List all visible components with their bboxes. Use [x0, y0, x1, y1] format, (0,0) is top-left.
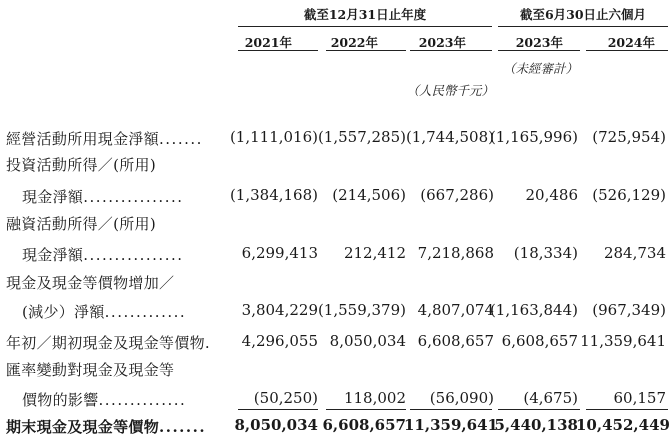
value-2021: (1,111,016)	[229, 128, 318, 146]
value-2023-annual: 7,218,868	[417, 244, 494, 262]
subtotal-rule-2022	[326, 409, 406, 410]
subtotal-rule-2023-annual	[410, 409, 492, 410]
value-2023-interim: 5,440,138	[494, 416, 578, 434]
value-2022: 118,002	[343, 389, 406, 407]
value-2024-interim: (725,954)	[592, 128, 666, 146]
value-2023-interim: (18,334)	[513, 244, 578, 262]
value-2021: (1,384,168)	[229, 186, 318, 204]
table-row	[0, 209, 672, 235]
row-label: 現金淨額................	[22, 188, 184, 206]
value-2023-annual: 6,608,657	[417, 332, 494, 350]
header-year-2023-annual-rule	[410, 50, 492, 51]
value-2023-interim: (4,675)	[523, 389, 578, 407]
subtotal-rule-2024-interim	[586, 409, 668, 410]
value-2023-interim: (1,163,844)	[489, 301, 578, 319]
value-2023-interim: 6,608,657	[501, 332, 578, 350]
header-group-year-end-rule	[238, 26, 492, 27]
header-year-2024-interim: 2024年	[607, 35, 655, 50]
row-label: 投資活動所得／(所用)	[6, 156, 157, 174]
header-year-2024-interim-rule	[586, 50, 668, 51]
value-2021: 4,296,055	[241, 332, 318, 350]
value-2024-interim: 60,157	[613, 389, 666, 407]
row-label: (減少）淨額.............	[22, 303, 187, 321]
row-label: 匯率變動對現金及現金等	[6, 361, 175, 379]
row-label: 現金淨額................	[22, 246, 184, 264]
row-label: 現金及現金等價物增加／	[6, 274, 175, 292]
value-2024-interim: 11,359,641	[580, 332, 666, 350]
header-group-six-months: 截至6月30日止六個月	[519, 7, 647, 22]
value-2021: (50,250)	[253, 389, 318, 407]
table-row	[0, 268, 672, 294]
table-row	[0, 182, 672, 208]
unaudited-note: （未經審計）	[502, 61, 578, 76]
table-row	[0, 150, 672, 176]
value-2024-interim: 284,734	[603, 244, 666, 262]
value-2023-annual: (56,090)	[429, 389, 494, 407]
header-year-2023-interim: 2023年	[515, 35, 563, 50]
value-2022: (1,559,379)	[317, 301, 406, 319]
table-row	[0, 297, 672, 323]
header-year-2023-interim-rule	[498, 50, 580, 51]
currency-note: （人民幣千元）	[406, 83, 494, 98]
value-2024-interim: (967,349)	[592, 301, 666, 319]
table-row	[0, 240, 672, 266]
table-row	[0, 328, 672, 354]
table-row	[0, 355, 672, 381]
header-year-2022: 2022年	[330, 35, 378, 50]
header-group-year-end: 截至12月31日止年度	[303, 7, 427, 22]
value-2023-annual: (667,286)	[420, 186, 494, 204]
row-label: 期末現金及現金等價物.......	[6, 418, 207, 436]
value-2023-annual: 11,359,641	[404, 416, 498, 434]
row-label: 年初／期初現金及現金等價物.	[6, 334, 212, 352]
value-2022: 8,050,034	[329, 332, 406, 350]
header-year-2021: 2021年	[244, 35, 292, 50]
header-group-six-months-rule	[498, 26, 668, 27]
subtotal-rule-2023-interim	[498, 409, 580, 410]
row-label: 融資活動所得／(所用)	[6, 215, 157, 233]
row-label: 價物的影響..............	[22, 391, 187, 409]
value-2023-interim: 20,486	[525, 186, 578, 204]
table-row	[0, 385, 672, 411]
value-2024-interim: 10,452,449	[576, 416, 670, 434]
value-2023-annual: (1,744,508)	[405, 128, 494, 146]
table-row	[0, 124, 672, 150]
value-2021: 8,050,034	[234, 416, 318, 434]
value-2021: 6,299,413	[241, 244, 318, 262]
value-2022: 6,608,657	[322, 416, 406, 434]
value-2024-interim: (526,129)	[592, 186, 666, 204]
value-2023-interim: (1,165,996)	[489, 128, 578, 146]
row-label: 經營活動所用現金淨額.......	[6, 130, 203, 148]
value-2022: 212,412	[343, 244, 406, 262]
value-2022: (214,506)	[332, 186, 406, 204]
value-2022: (1,557,285)	[317, 128, 406, 146]
header-year-2023-annual: 2023年	[418, 35, 466, 50]
value-2021: 3,804,229	[241, 301, 318, 319]
value-2023-annual: 4,807,074	[417, 301, 494, 319]
table-row-total	[0, 412, 672, 438]
subtotal-rule-2021	[238, 409, 318, 410]
